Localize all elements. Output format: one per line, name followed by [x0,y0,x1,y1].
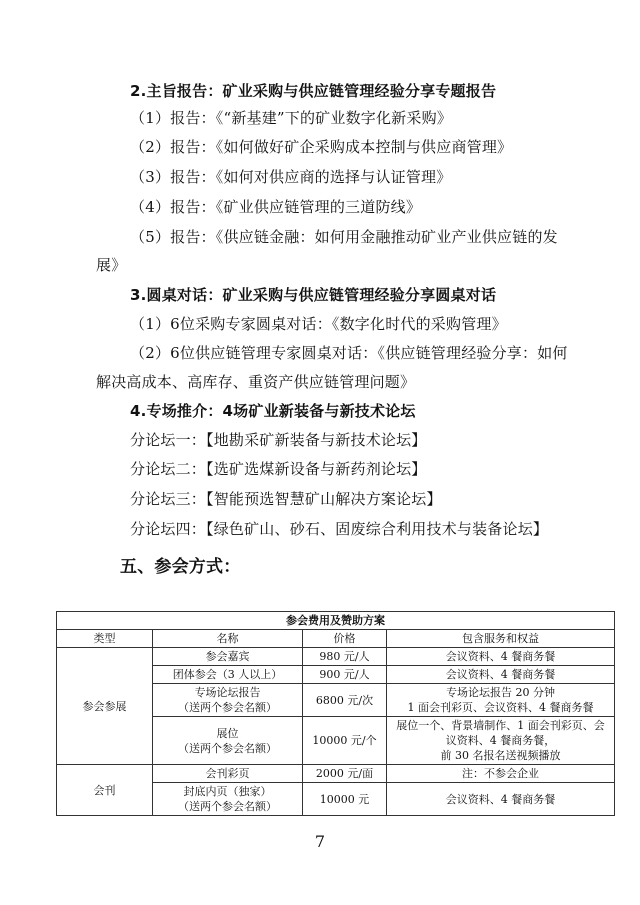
report-item-5: （5）报告：《供应链金融：如何用金融推动矿业产业供应链的发 [130,228,558,246]
row-name-note: （送两个参会名额） [178,741,277,755]
row-name [153,783,303,816]
row-benefits [387,684,615,717]
row-price: 10000 元 [303,783,387,816]
row-price: 10000 元/个 [303,717,387,765]
report-item-2: （2）报告：《如何做好矿企采购成本控制与供应商管理》 [130,138,513,156]
row-name-note: （送两个参会名额） [178,800,277,813]
forum-item-1: 分论坛一：【地勘采矿新装备与新技术论坛】 [130,431,427,449]
fee-table [56,611,615,816]
row-name-main: 展位 [216,726,239,740]
row-benefits-line: 展位一个、背景墙制作、1 面会刊彩页、会 [396,719,605,732]
report-item-3: （3）报告：《如何对供应商的选择与认证管理》 [130,168,452,186]
header-type: 类型 [57,630,153,648]
page-number: 7 [314,832,326,851]
row-name-main: 封底内页（独家） [183,785,272,798]
group-brochure: 会刊 [57,765,153,816]
heading-roundtable: 3.圆桌对话：矿业采购与供应链管理经验分享圆桌对话 [130,286,497,304]
roundtable-item-2-cont: 解决高成本、高库存、重资产供应链管理问题》 [96,373,416,391]
table-row [57,648,615,666]
row-name-note: （送两个参会名额） [178,701,277,714]
row-benefits-line: 议资料、4 餐商务餐， [445,734,556,747]
row-benefits-line: 1 面会刊彩页、会议资料、4 餐商务餐 [407,701,594,714]
header-price: 价格 [303,630,387,648]
row-benefits: 会议资料、4 餐商务餐 [387,666,615,684]
row-name [153,717,303,765]
row-name: 会刊彩页 [153,765,303,783]
forum-item-3: 分论坛三：【智能预选智慧矿山解决方案论坛】 [130,490,442,508]
group-attend-exhibit: 参会参展 [57,648,153,765]
row-benefits-line: 专场论坛报告 20 分钟 [446,686,555,699]
table-row [57,765,615,783]
roundtable-item-2: （2）6位供应链管理专家圆桌对话：《供应链管理经验分享：如何 [130,344,568,362]
heading-keynote: 2.主旨报告：矿业采购与供应链管理经验分享专题报告 [130,82,497,100]
table-caption: 参会费用及赞助方案 [57,612,615,630]
row-price: 980 元/人 [303,648,387,666]
forum-item-2: 分论坛二：【选矿选煤新设备与新药剂论坛】 [130,460,427,478]
report-item-1: （1）报告：《“新基建”下的矿业数字化新采购》 [130,109,452,127]
report-item-5-cont: 展》 [96,256,127,274]
row-name-main: 专场论坛报告 [194,686,261,699]
row-benefits-line: 前 30 名报名送视频播放 [440,749,561,762]
row-benefits: 会议资料、4 餐商务餐 [387,648,615,666]
report-item-4: （4）报告：《矿业供应链管理的三道防线》 [130,198,422,216]
row-benefits: 注：不参会企业 [387,765,615,783]
row-price: 900 元/人 [303,666,387,684]
row-name [153,684,303,717]
section-title: 五、参会方式： [120,557,241,577]
roundtable-item-1: （1）6位采购专家圆桌对话：《数字化时代的采购管理》 [130,315,507,333]
heading-promotion: 4.专场推介：4场矿业新装备与新技术论坛 [130,402,416,420]
row-price: 2000 元/面 [303,765,387,783]
row-benefits: 会议资料、4 餐商务餐 [387,783,615,816]
row-price: 6800 元/次 [303,684,387,717]
row-name: 参会嘉宾 [153,648,303,666]
forum-item-4: 分论坛四：【绿色矿山、砂石、固废综合利用技术与装备论坛】 [130,520,549,538]
header-name: 名称 [153,630,303,648]
row-benefits [387,717,615,765]
row-name: 团体参会（3 人以上） [153,666,303,684]
header-benefits: 包含服务和权益 [387,630,615,648]
